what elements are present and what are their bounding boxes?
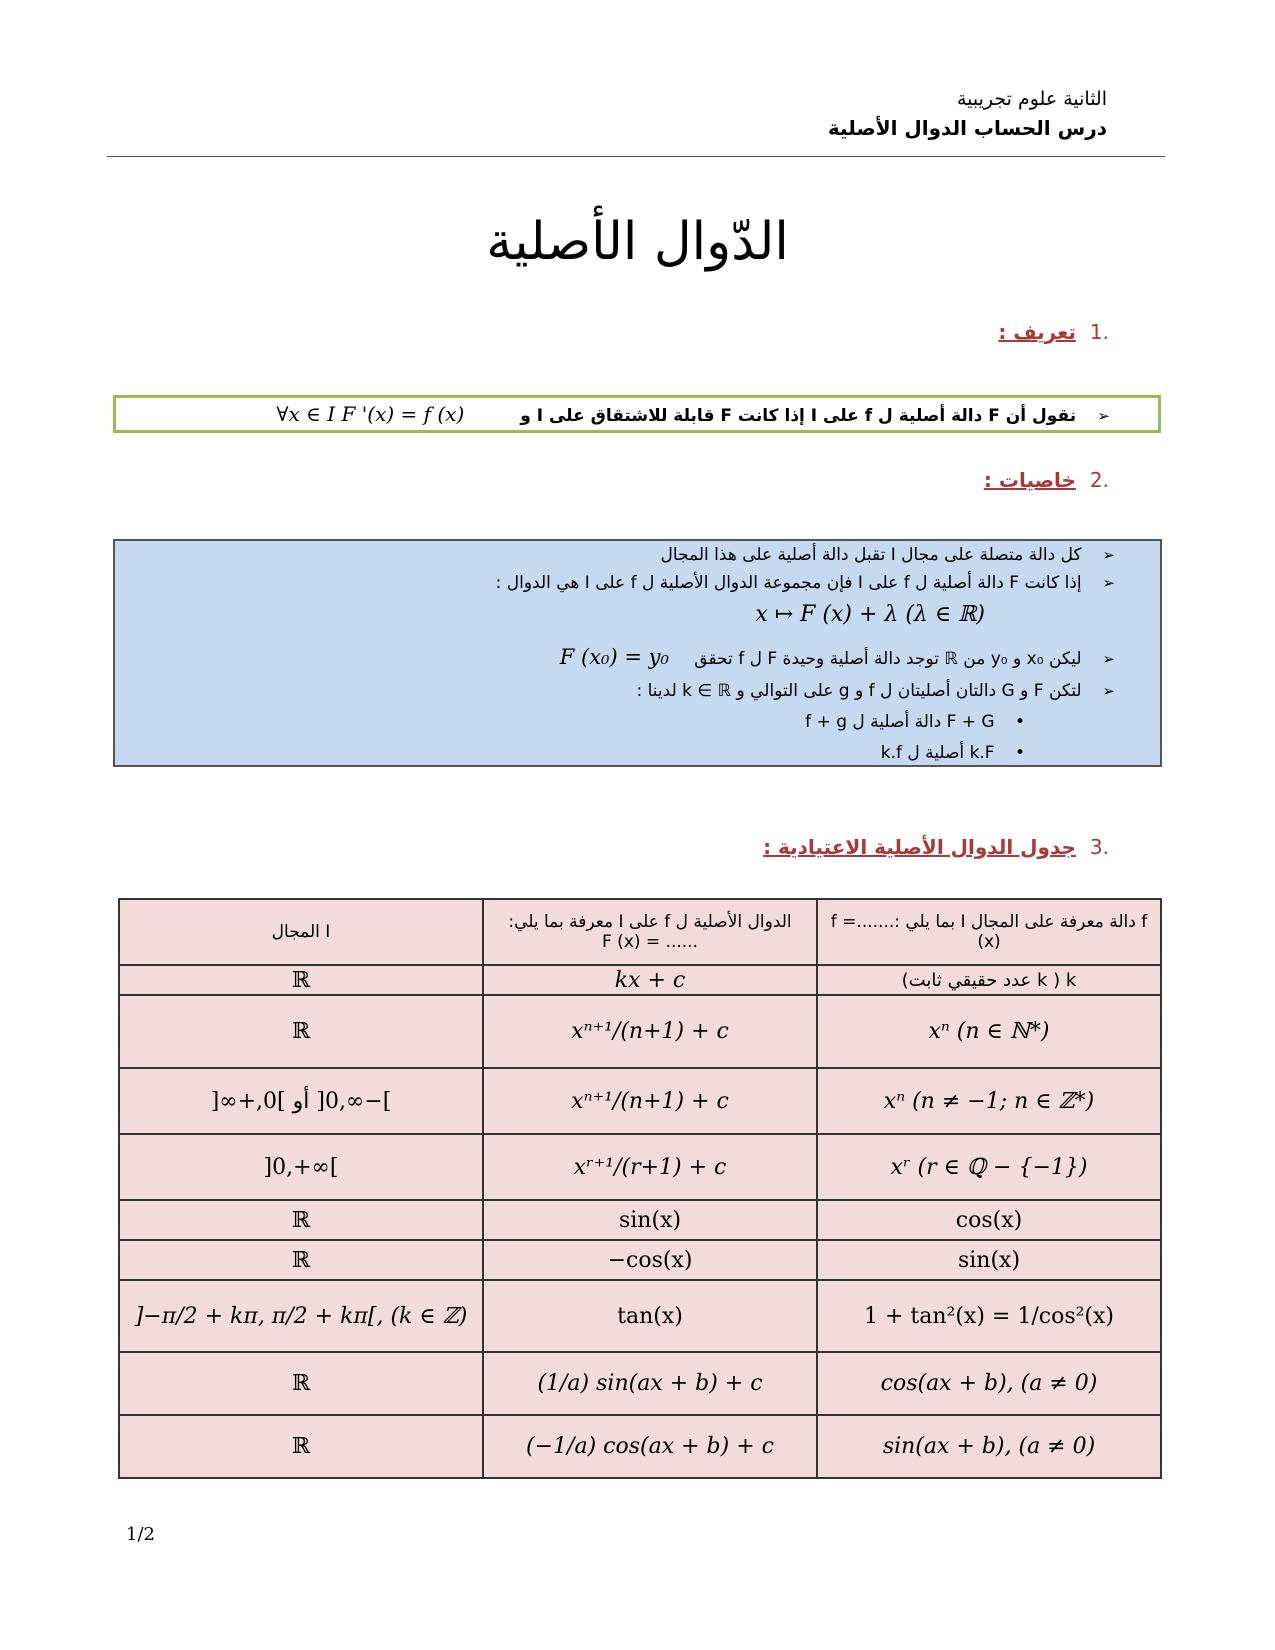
cell-primitive: (1/a) sin(ax + b) + c bbox=[483, 1352, 817, 1415]
primitives-table bbox=[118, 898, 1162, 1479]
header-function: f دالة معرفة على المجال I بما يلي :.......= f (x) bbox=[817, 899, 1161, 965]
section-number: .1 bbox=[1089, 320, 1109, 344]
cell-function: cos(ax + b), (a ≠ 0) bbox=[817, 1352, 1161, 1415]
bullet-dot-icon: • bbox=[1014, 712, 1026, 732]
section-number: .2 bbox=[1089, 468, 1109, 492]
property-2 bbox=[496, 573, 1115, 593]
property-2-formula: x ↦ F (x) + λ (λ ∈ ℝ) bbox=[755, 602, 985, 627]
cell-interval: ℝ bbox=[119, 1415, 483, 1478]
cell-primitive: sin(x) bbox=[483, 1200, 817, 1240]
cell-function: sin(x) bbox=[817, 1240, 1161, 1280]
header-interval: المجال I bbox=[119, 899, 483, 965]
section-title: جدول الدوال الأصلية الاعتيادية : bbox=[763, 835, 1076, 859]
table-row bbox=[119, 1280, 1161, 1352]
section-3-heading bbox=[763, 835, 1109, 859]
cell-interval: ℝ bbox=[119, 1240, 483, 1280]
bullet-arrow-icon: ➢ bbox=[1102, 682, 1115, 700]
table-row bbox=[119, 1068, 1161, 1134]
cell-interval: ]−∞,0[ أو ]0,+∞[ bbox=[119, 1068, 483, 1134]
property-3 bbox=[560, 645, 1115, 669]
cell-interval: ]−π/2 + kπ, π/2 + kπ[, (k ∈ ℤ) bbox=[119, 1280, 483, 1352]
table-row bbox=[119, 1134, 1161, 1200]
header-divider bbox=[107, 156, 1165, 157]
property-text: كل دالة متصلة على مجال I تقبل دالة أصلية على هذا المجال bbox=[660, 545, 1082, 565]
class-name: الثانية علوم تجريبية bbox=[956, 88, 1107, 110]
property-text: إذا كانت F دالة أصلية ل f على I فإن مجموعة الدوال الأصلية ل f على I هي الدوال : bbox=[495, 573, 1082, 593]
lesson-title: درس الحساب الدوال الأصلية bbox=[827, 116, 1107, 140]
cell-primitive: xⁿ⁺¹/(n+1) + c bbox=[483, 1068, 817, 1134]
header bbox=[828, 88, 1107, 140]
property-text: لتكن F و G دالتان أصليتان ل f و g على التوالي و k ∈ ℝ لدينا : bbox=[636, 681, 1082, 701]
cell-function: xⁿ (n ≠ −1; n ∈ ℤ*) bbox=[817, 1068, 1161, 1134]
table-row bbox=[119, 1415, 1161, 1478]
page-title: الدّوال الأصلية bbox=[486, 212, 789, 272]
bullet-arrow-icon: ➢ bbox=[1102, 574, 1115, 592]
bullet-arrow-icon: ➢ bbox=[1102, 650, 1115, 668]
cell-primitive: kx + c bbox=[483, 965, 817, 995]
table-row bbox=[119, 995, 1161, 1068]
cell-interval: ℝ bbox=[119, 995, 483, 1068]
cell-function: xʳ (r ∈ ℚ − {−1}) bbox=[817, 1134, 1161, 1200]
table-row bbox=[119, 1352, 1161, 1415]
property-text: F + G دالة أصلية ل f + g bbox=[805, 712, 995, 732]
section-number: .3 bbox=[1089, 835, 1109, 859]
section-title: خاصيات : bbox=[983, 468, 1076, 492]
cell-interval: ℝ bbox=[119, 965, 483, 995]
section-1-heading bbox=[998, 320, 1109, 344]
page-number: 1/2 bbox=[126, 1524, 155, 1545]
cell-function: k ( k عدد حقيقي ثابت) bbox=[817, 965, 1161, 995]
section-2-heading bbox=[984, 468, 1109, 492]
table-header-row bbox=[119, 899, 1161, 965]
cell-interval: ℝ bbox=[119, 1200, 483, 1240]
cell-interval: ]0,+∞[ bbox=[119, 1134, 483, 1200]
definition-text: نقول أن F دالة أصلية ل f على I إذا كانت F قابلة للاشتقاق على I و bbox=[520, 406, 1077, 426]
cell-primitive: (−1/a) cos(ax + b) + c bbox=[483, 1415, 817, 1478]
cell-function: xⁿ (n ∈ ℕ*) bbox=[817, 995, 1161, 1068]
property-3-formula: F (x₀) = y₀ bbox=[559, 645, 669, 669]
property-text: k.F أصلية ل k.f bbox=[880, 743, 995, 763]
cell-primitive: xʳ⁺¹/(r+1) + c bbox=[483, 1134, 817, 1200]
cell-primitive: tan(x) bbox=[483, 1280, 817, 1352]
table-row bbox=[119, 1240, 1161, 1280]
cell-function: sin(ax + b), (a ≠ 0) bbox=[817, 1415, 1161, 1478]
property-text: ليكن x₀ و y₀ من ℝ توجد دالة أصلية وحيدة F ل f تحقق bbox=[694, 649, 1082, 669]
cell-primitive: xⁿ⁺¹/(n+1) + c bbox=[483, 995, 817, 1068]
cell-function: 1 + tan²(x) = 1/cos²(x) bbox=[817, 1280, 1161, 1352]
definition-line bbox=[276, 402, 1110, 426]
cell-function: cos(x) bbox=[817, 1200, 1161, 1240]
bullet-dot-icon: • bbox=[1014, 743, 1026, 763]
property-4 bbox=[636, 681, 1115, 701]
table-row bbox=[119, 1200, 1161, 1240]
section-title: تعريف : bbox=[998, 320, 1076, 344]
property-4b bbox=[881, 743, 1040, 763]
cell-interval: ℝ bbox=[119, 1352, 483, 1415]
property-1 bbox=[661, 545, 1115, 565]
property-4a bbox=[805, 712, 1040, 732]
cell-primitive: −cos(x) bbox=[483, 1240, 817, 1280]
header-primitive: الدوال الأصلية ل f على I معرفة بما يلي: ...... = F (x) bbox=[483, 899, 817, 965]
bullet-arrow-icon: ➢ bbox=[1097, 407, 1110, 425]
bullet-arrow-icon: ➢ bbox=[1102, 546, 1115, 564]
definition-formula: ∀x ∈ I F '(x) = f (x) bbox=[276, 402, 465, 426]
table-row bbox=[119, 965, 1161, 995]
